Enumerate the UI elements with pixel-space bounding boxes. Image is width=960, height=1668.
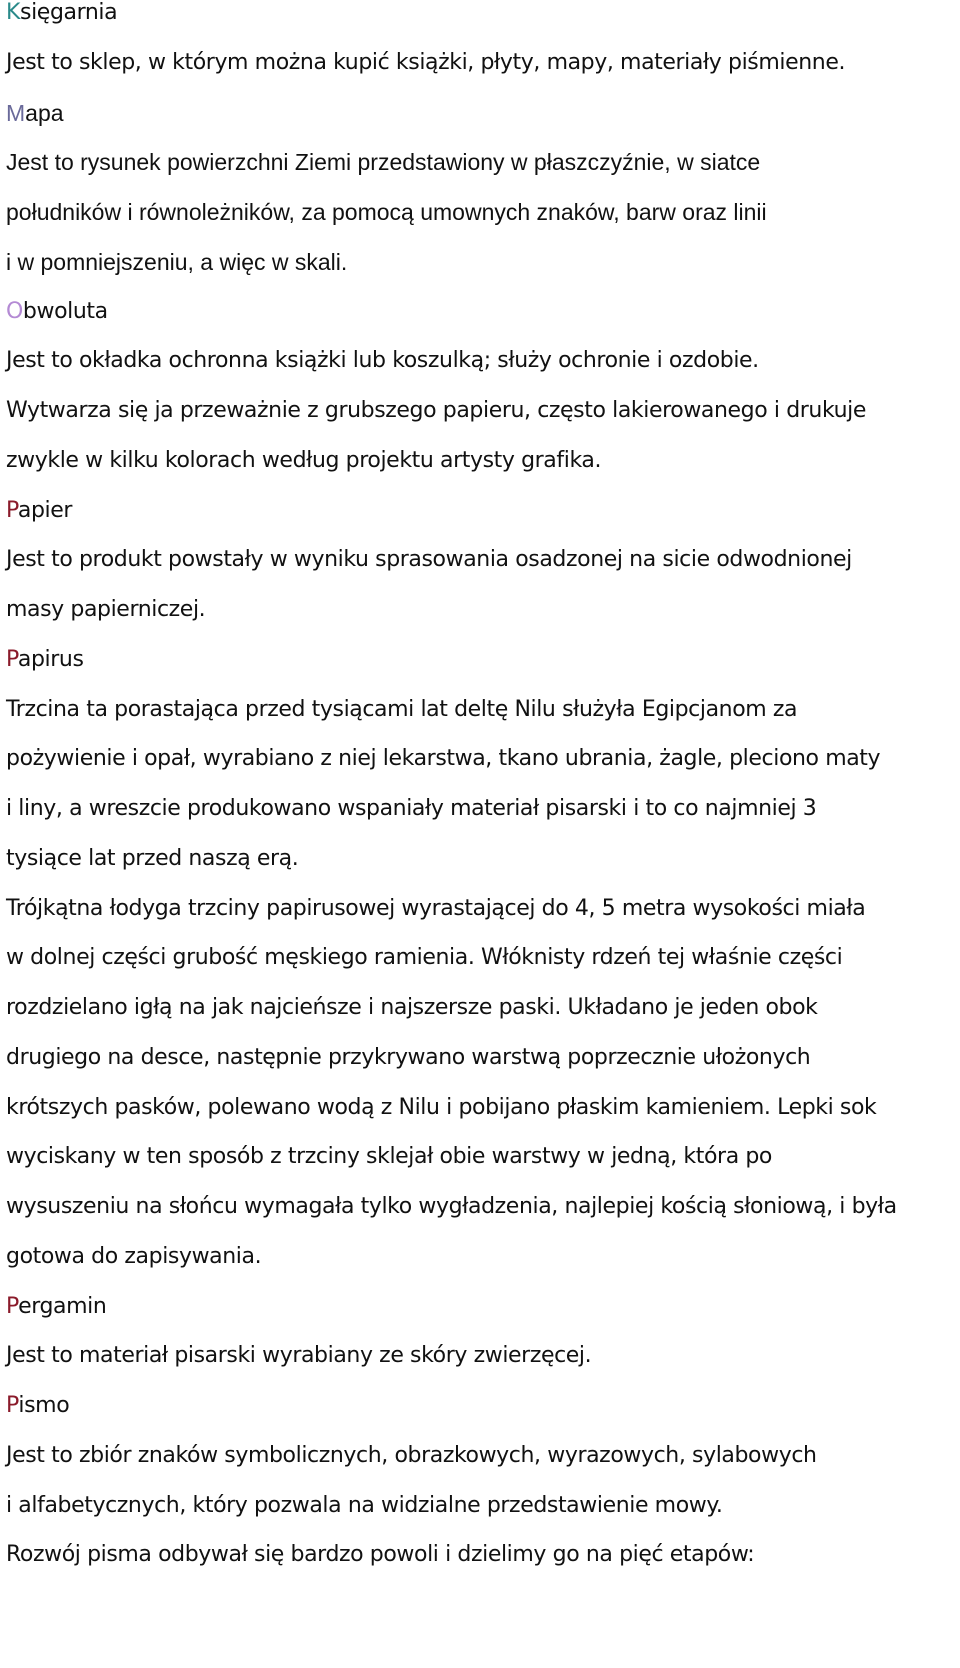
term-initial-letter: K (6, 0, 21, 25)
definition-line: Jest to zbiór znaków symbolicznych, obrazkowych, wyrazowych, sylabowych (6, 1442, 817, 1468)
definition-line: gotowa do zapisywania. (6, 1243, 262, 1269)
definition-line: Wytwarza się ja przeważnie z grubszego papieru, często lakierowanego i drukuje (6, 398, 867, 423)
entry-term (6, 486, 72, 536)
term-initial-letter: M (6, 99, 26, 126)
definition-line: pożywienie i opał, wyrabiano z niej lekarstwa, tkano ubrania, żagle, pleciono maty (6, 746, 881, 772)
entry-term (6, 287, 108, 337)
term-initial-letter: O (6, 298, 23, 324)
definition-line: tysiące lat przed naszą erą. (6, 845, 299, 871)
definition-line: Jest to sklep, w którym można kupić książki, płyty, mapy, materiały piśmienne. (6, 49, 846, 75)
term-rest: ergamin (18, 1293, 107, 1319)
term-rest: ismo (18, 1393, 70, 1418)
definition-line: masy papierniczej. (6, 597, 206, 622)
entry-term (6, 1282, 106, 1332)
entry-term (6, 88, 64, 138)
term-rest: bwoluta (22, 298, 108, 324)
definition-line: Trzcina ta porastająca przed tysiącami lat deltę Nilu służyła Egipcjanom za (6, 696, 798, 722)
definition-line: Jest to produkt powstały w wyniku sprasowania osadzonej na sicie odwodnionej (6, 547, 852, 573)
definition-line: rozdzielano igłą na jak najcieńsze i najszersze paski. Układano je jeden obok (6, 995, 818, 1020)
definition-line: Rozwój pisma odbywał się bardzo powoli i dzielimy go na pięć etapów: (6, 1542, 755, 1568)
definition-line: i liny, a wreszcie produkowano wspaniały materiał pisarski i to co najmniej 3 (6, 796, 817, 821)
definition-line: wysuszeniu na słońcu wymagała tylko wygładzenia, najlepiej kością słoniową, i była (6, 1194, 897, 1219)
definition-line: Jest to rysunek powierzchni Ziemi przedstawiony w płaszczyźnie, w siatce (6, 149, 761, 176)
definition-line: południków i równoleżników, za pomocą umownych znaków, barw oraz linii (6, 199, 767, 225)
definition-line: wyciskany w ten sposób z trzciny sklejał obie warstwy w jedną, która po (6, 1144, 772, 1170)
term-initial-letter: P (6, 1293, 19, 1319)
definition-line: w dolnej części grubość męskiego ramienia. Włóknisty rdzeń tej właśnie części (6, 945, 843, 971)
term-rest: apier (17, 497, 73, 523)
definition-line: Jest to materiał pisarski wyrabiany ze skóry zwierzęcej. (6, 1343, 592, 1369)
term-initial-letter: P (6, 1393, 19, 1418)
definition-line: Jest to okładka ochronna książki lub koszulką; służy ochronie i ozdobie. (6, 348, 759, 374)
term-initial-letter: P (6, 497, 18, 523)
entry-term (6, 0, 117, 38)
definition-line: drugiego na desce, następnie przykrywano warstwą poprzecznie ułożonych (6, 1044, 811, 1070)
definition-line: Trójkątna łodyga trzciny papirusowej wyrastającej do 4, 5 metra wysokości miała (6, 895, 866, 921)
term-rest: sięgarnia (20, 0, 118, 25)
term-rest: apa (25, 99, 64, 126)
entry-term (6, 1381, 69, 1431)
entry-term (6, 635, 84, 685)
term-initial-letter: P (6, 646, 18, 672)
definition-line: zwykle w kilku kolorach według projektu artysty grafika. (6, 447, 602, 473)
definition-line: krótszych pasków, polewano wodą z Nilu i pobijano płaskim kamieniem. Lepki sok (6, 1094, 877, 1120)
definition-line: i w pomniejszeniu, a więc w skali. (6, 248, 348, 275)
term-rest: apirus (17, 646, 84, 672)
definition-line: i alfabetycznych, który pozwala na widzialne przedstawienie mowy. (6, 1492, 723, 1518)
